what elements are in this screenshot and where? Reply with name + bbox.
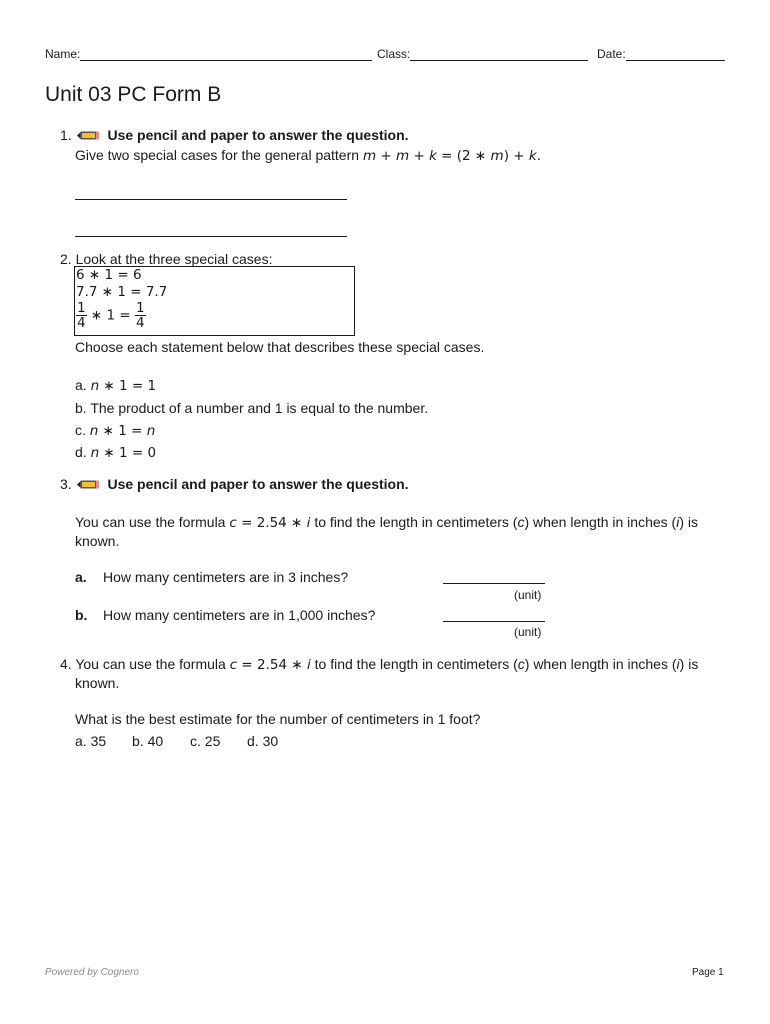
option-label: c.: [75, 422, 86, 438]
q2-instruction: Choose each statement below that describes these special cases.: [75, 339, 485, 355]
q1-prompt: Give two special cases for the general pattern: [75, 147, 360, 163]
pattern-k2: k: [528, 148, 537, 164]
special-case-1: 6 ∗ 1 = 6: [76, 267, 142, 283]
q1-prompt-row: [75, 147, 541, 164]
q2-header: [60, 251, 272, 267]
q2-prompt: Look at the three special cases:: [75, 251, 273, 267]
date-label: Date:: [597, 47, 626, 61]
option-text: The product of a number and 1 is equal to the number.: [90, 400, 429, 416]
option-math: [90, 423, 156, 439]
formula-text: You can use the formula: [75, 656, 226, 672]
class-line[interactable]: [410, 47, 588, 61]
q4-formula-line2: known.: [75, 675, 120, 691]
powered-by-footer: Powered by Cognero: [45, 967, 139, 978]
var-n: n: [90, 378, 100, 394]
var-c: c: [517, 514, 525, 530]
q4-number: 4.: [60, 656, 72, 672]
page-number: Page 1: [692, 967, 724, 978]
q1-answer-line-2[interactable]: [75, 236, 347, 237]
formula: [229, 515, 310, 531]
q2-option-a[interactable]: [75, 377, 156, 394]
fraction-one-fourth-right: [135, 301, 146, 330]
q3-part-a-answer-line[interactable]: [443, 583, 545, 584]
q3-formula-line: [75, 514, 698, 531]
formula: [230, 657, 311, 673]
pattern-m1: m: [362, 148, 377, 164]
fraction-one-fourth-left: [76, 301, 87, 330]
page-title: Unit 03 PC Form B: [45, 83, 222, 106]
formula-text: ) when length in inches (: [524, 656, 677, 672]
var-c: c: [517, 656, 525, 672]
fraction-numerator: 1: [135, 300, 145, 316]
formula-text: ) is: [679, 514, 698, 530]
option-rest: ∗ 1 = 0: [99, 445, 157, 461]
q4-choice-b[interactable]: b. 40: [132, 733, 164, 749]
pencil-icon: [76, 130, 100, 141]
formula-text: You can use the formula: [75, 514, 226, 530]
var-n: n: [90, 445, 100, 461]
formula-text: to find the length in centimeters (: [314, 514, 518, 530]
var-i: i: [307, 657, 311, 673]
option-label: d.: [75, 444, 87, 460]
q3-part-a-text: How many centimeters are in 3 inches?: [103, 569, 349, 585]
option-label: a.: [75, 377, 87, 393]
q4-choice-d[interactable]: d. 30: [247, 733, 279, 749]
pattern-eq: = (2 ∗: [436, 148, 491, 164]
q3-number: 3.: [60, 476, 72, 492]
q3-part-b-text: How many centimeters are in 1,000 inches?: [103, 607, 376, 623]
formula-text: ) is: [679, 656, 699, 672]
special-case-3: [76, 301, 146, 330]
var-n: n: [89, 423, 99, 439]
q4-choice-c[interactable]: c. 25: [190, 733, 221, 749]
date-field-row: [597, 47, 725, 61]
q1-pattern: [363, 148, 541, 164]
formula-mid: = 2.54 ∗: [237, 657, 307, 673]
option-math: [91, 378, 157, 394]
special-case-2: 7.7 ∗ 1 = 7.7: [76, 284, 168, 300]
formula-mid: = 2.54 ∗: [236, 515, 307, 531]
formula-text: to find the length in centimeters (: [314, 656, 518, 672]
name-line[interactable]: [80, 47, 372, 61]
var-c: c: [229, 657, 238, 673]
pattern-plus2: +: [409, 148, 430, 164]
pattern-close: ) +: [503, 148, 529, 164]
q3-instruction: Use pencil and paper to answer the question.: [107, 476, 409, 492]
name-field-row: [45, 47, 372, 61]
q3-part-a-unit: (unit): [514, 588, 542, 602]
pattern-m2: m: [396, 148, 410, 164]
var-i: i: [306, 515, 311, 531]
q3-part-b-label: b.: [75, 607, 88, 623]
q2-option-d[interactable]: [75, 444, 156, 461]
option-label: b.: [75, 400, 87, 416]
class-field-row: [377, 47, 588, 61]
q3-part-b-answer-line[interactable]: [443, 621, 545, 622]
var-n: n: [146, 423, 156, 439]
option-mid: ∗ 1 =: [98, 423, 147, 439]
pencil-icon: [76, 479, 100, 490]
case3-operator: ∗ 1 =: [86, 307, 135, 324]
q1-instruction: Use pencil and paper to answer the question.: [107, 127, 409, 143]
q2-option-b[interactable]: [75, 400, 428, 416]
name-label: Name:: [45, 47, 81, 61]
q3-part-b-unit: (unit): [514, 625, 542, 639]
pattern-period: .: [536, 148, 541, 164]
fraction-denominator: 4: [135, 315, 145, 331]
q4-formula-line: [60, 656, 698, 673]
q4-question: What is the best estimate for the number of centimeters in 1 foot?: [75, 711, 481, 727]
pattern-plus1: +: [376, 148, 396, 164]
q3-formula-line2: known.: [75, 533, 120, 549]
pattern-m3: m: [490, 148, 504, 164]
class-label: Class:: [377, 47, 411, 61]
q1-number: 1.: [60, 127, 72, 143]
var-c: c: [229, 515, 237, 531]
var-i: i: [676, 514, 680, 530]
q4-choice-a[interactable]: a. 35: [75, 733, 107, 749]
var-i: i: [676, 656, 680, 672]
option-math: [91, 445, 157, 461]
date-line[interactable]: [626, 47, 725, 61]
fraction-denominator: 4: [77, 315, 86, 331]
fraction-numerator: 1: [77, 300, 86, 316]
q2-option-c[interactable]: [75, 422, 155, 439]
pattern-k1: k: [429, 148, 437, 164]
q3-part-a-label: a.: [75, 569, 87, 585]
q1-answer-line-1[interactable]: [75, 199, 347, 200]
q1-header: [60, 127, 409, 143]
option-rest: ∗ 1 = 1: [99, 378, 157, 394]
q2-number: 2.: [60, 251, 72, 267]
formula-text: ) when length in inches (: [524, 514, 677, 530]
q3-header: [60, 476, 409, 492]
